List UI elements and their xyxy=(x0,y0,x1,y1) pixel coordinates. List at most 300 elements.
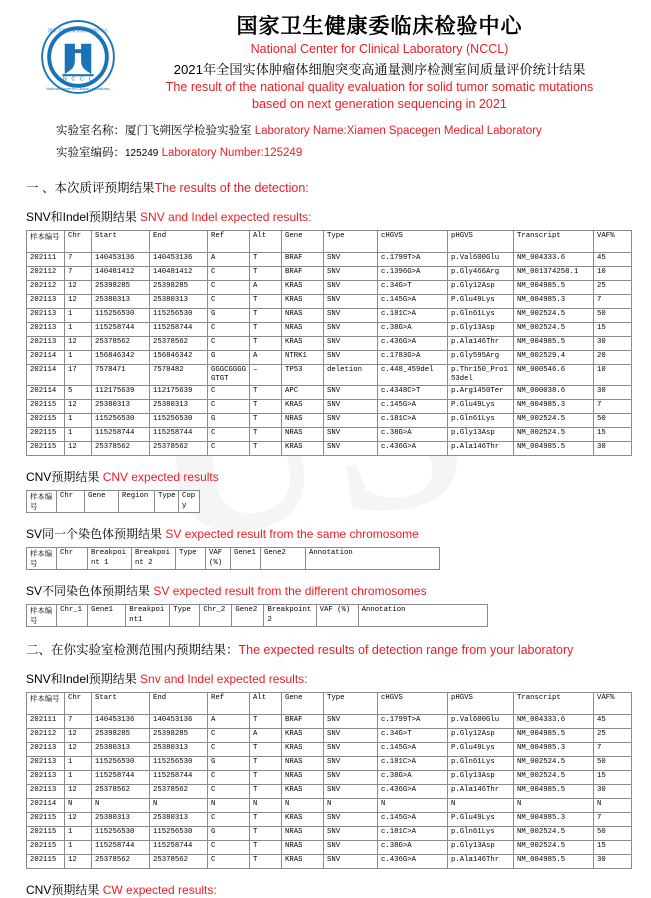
table-cell: NRAS xyxy=(282,308,324,322)
table-cell: 25378562 xyxy=(150,442,208,456)
table-cell: SNV xyxy=(324,322,378,336)
table-cell: G xyxy=(208,308,250,322)
table-cell: p.Gly466Arg xyxy=(448,266,514,280)
table-cell: 115258744 xyxy=(92,771,150,785)
table-cell: NRAS xyxy=(282,322,324,336)
column-header-4: Type xyxy=(155,491,179,513)
table-cell: SNV xyxy=(324,386,378,400)
section1-sv-same-heading-en: SV expected result from the same chromosome xyxy=(165,527,419,542)
table-cell: NM_002524.5 xyxy=(514,414,594,428)
table-cell: SNV xyxy=(324,336,378,350)
column-header-7: Type xyxy=(324,693,378,715)
table-cell: SNV xyxy=(324,827,378,841)
table-row xyxy=(27,757,632,771)
table-cell: SNV xyxy=(324,252,378,266)
table-cell: GGGCGGGGGTGT xyxy=(208,364,250,386)
table-cell: NM_004985.5 xyxy=(514,855,594,869)
table-cell: SNV xyxy=(324,308,378,322)
table-cell: p.Gln61Lys xyxy=(448,414,514,428)
column-header-8: cHGVS xyxy=(378,693,448,715)
table-cell: C xyxy=(208,400,250,414)
table-cell: p.Val600Glu xyxy=(448,252,514,266)
table-cell: N xyxy=(65,799,92,813)
table-cell: NM_004333.6 xyxy=(514,715,594,729)
column-header-6: Gene xyxy=(282,230,324,252)
table-cell: T xyxy=(250,771,282,785)
column-header-11: VAF% xyxy=(594,693,632,715)
table-cell: 25398285 xyxy=(92,729,150,743)
column-header-9: pHGVS xyxy=(448,230,514,252)
table-cell: 202114 xyxy=(27,364,65,386)
table-cell: 45 xyxy=(594,715,632,729)
table-cell: 202115 xyxy=(27,855,65,869)
section1-cnv-heading xyxy=(26,468,633,485)
table-cell: 30 xyxy=(594,336,632,350)
table-cell: 12 xyxy=(65,743,92,757)
table-row xyxy=(27,855,632,869)
table-cell: NM_000546.6 xyxy=(514,364,594,386)
table-cell: c.38G>A xyxy=(378,322,448,336)
table-cell: 50 xyxy=(594,827,632,841)
section2-snv-table xyxy=(26,692,632,869)
table-cell: 202113 xyxy=(27,757,65,771)
table-cell: c.436G>A xyxy=(378,785,448,799)
table-cell: C xyxy=(208,729,250,743)
lab-name-value-cn: 厦门飞朔医学检验实验室 xyxy=(125,125,252,138)
table-cell: 17 xyxy=(65,364,92,386)
table-cell: p.Gly595Arg xyxy=(448,350,514,364)
column-header-2: Gene1 xyxy=(88,605,126,627)
table-cell: NM_000038.6 xyxy=(514,386,594,400)
table-cell: BRAF xyxy=(282,715,324,729)
table-cell: deletion xyxy=(324,364,378,386)
table-cell: NRAS xyxy=(282,428,324,442)
column-header-2: Breakpoint 1 xyxy=(88,548,132,570)
table-cell: p.Ala146Thr xyxy=(448,785,514,799)
table-row xyxy=(27,266,632,280)
table-cell: 30 xyxy=(594,442,632,456)
column-header-4: Ref xyxy=(208,693,250,715)
table-cell: T xyxy=(250,428,282,442)
table-cell: c.38G>A xyxy=(378,841,448,855)
table-cell: 115256530 xyxy=(92,757,150,771)
table-cell: 20 xyxy=(594,350,632,364)
table-cell: 7578471 xyxy=(92,364,150,386)
section1-heading-cn: 一 、本次质评预期结果 xyxy=(26,180,155,195)
table-cell: 12 xyxy=(65,855,92,869)
table-cell: SNV xyxy=(324,442,378,456)
table-cell: 202115 xyxy=(27,414,65,428)
table-cell: SNV xyxy=(324,280,378,294)
column-header-2: Start xyxy=(92,230,150,252)
table-cell: c.4348C>T xyxy=(378,386,448,400)
column-header-4: Ref xyxy=(208,230,250,252)
table-cell: 1 xyxy=(65,322,92,336)
table-cell: 15 xyxy=(594,428,632,442)
table-cell: SNV xyxy=(324,350,378,364)
table-cell: 140481412 xyxy=(150,266,208,280)
nccl-emblem-icon xyxy=(39,18,117,96)
table-cell: 10 xyxy=(594,364,632,386)
lab-number-line xyxy=(56,143,633,165)
table-cell: SNV xyxy=(324,855,378,869)
table-header-row xyxy=(27,693,632,715)
table-cell: 1 xyxy=(65,350,92,364)
section2-heading xyxy=(26,640,633,658)
table-cell: 30 xyxy=(594,785,632,799)
column-header-6: Gene1 xyxy=(231,548,261,570)
table-cell: c.145G>A xyxy=(378,743,448,757)
table-cell: NM_002524.5 xyxy=(514,841,594,855)
table-row xyxy=(27,715,632,729)
table-cell: N xyxy=(448,799,514,813)
table-cell: T xyxy=(250,322,282,336)
table-cell: 202113 xyxy=(27,294,65,308)
table-cell: G xyxy=(208,414,250,428)
table-cell: NM_002524.5 xyxy=(514,757,594,771)
table-cell: SNV xyxy=(324,757,378,771)
table-cell: 115258744 xyxy=(150,428,208,442)
title-block xyxy=(130,14,633,112)
column-header-3: Breakpoint1 xyxy=(126,605,170,627)
table-cell: 25380313 xyxy=(150,294,208,308)
table-cell: T xyxy=(250,294,282,308)
table-cell: 1 xyxy=(65,841,92,855)
table-cell: KRAS xyxy=(282,785,324,799)
svg-text:N C C L: N C C L xyxy=(62,76,94,83)
section2-snv-heading-en: Snv and Indel expected results: xyxy=(140,672,308,687)
table-cell: 25398285 xyxy=(92,280,150,294)
table-cell: 115256530 xyxy=(150,414,208,428)
table-cell: 115258744 xyxy=(92,322,150,336)
table-cell: c.1396G>A xyxy=(378,266,448,280)
table-cell: p.Gln61Lys xyxy=(448,308,514,322)
table-row xyxy=(27,799,632,813)
column-header-3: End xyxy=(150,230,208,252)
table-cell: C xyxy=(208,743,250,757)
table-cell: NM_001374258.1 xyxy=(514,266,594,280)
table-cell: NM_004985.3 xyxy=(514,294,594,308)
table-cell: 25378562 xyxy=(92,442,150,456)
table-cell: T xyxy=(250,400,282,414)
table-cell: SNV xyxy=(324,841,378,855)
table-cell: 12 xyxy=(65,400,92,414)
table-cell: NRAS xyxy=(282,841,324,855)
table-cell: 115258744 xyxy=(150,322,208,336)
table-cell: p.Arg1450Ter xyxy=(448,386,514,400)
table-cell: c.34G>T xyxy=(378,280,448,294)
table-cell: 112175639 xyxy=(150,386,208,400)
table-cell: 202114 xyxy=(27,350,65,364)
table-cell: c.181C>A xyxy=(378,414,448,428)
table-cell: SNV xyxy=(324,400,378,414)
column-header-9: Annotation xyxy=(358,605,487,627)
table-cell: C xyxy=(208,336,250,350)
table-cell: c.181C>A xyxy=(378,827,448,841)
table-cell: T xyxy=(250,785,282,799)
table-cell: NM_002524.5 xyxy=(514,308,594,322)
column-header-5: Alt xyxy=(250,693,282,715)
table-header-row xyxy=(27,605,488,627)
table-row xyxy=(27,350,632,364)
table-cell: C xyxy=(208,428,250,442)
org-title-en: National Center for Clinical Laboratory (NCCL) xyxy=(250,42,509,57)
lab-number-label-cn: 实验室编码： xyxy=(56,146,125,159)
column-header-0: 样本编号 xyxy=(27,605,57,627)
section1-cnv-heading-en: CNV expected results xyxy=(102,470,219,485)
table-cell: 1 xyxy=(65,308,92,322)
table-cell: KRAS xyxy=(282,855,324,869)
svg-text:National Center for Clinical L: National Center for Clinical Laboratories xyxy=(46,86,110,91)
table-cell: p.Thr150_Pro153del xyxy=(448,364,514,386)
table-row xyxy=(27,336,632,350)
table-cell: C xyxy=(208,785,250,799)
table-cell: P.Glu49Lys xyxy=(448,294,514,308)
table-row xyxy=(27,280,632,294)
section1-sv-diff-heading-cn: SV不同染色体预期结果 xyxy=(26,584,151,599)
section2-heading-cn: 二、在你实验室检测范围内预期结果： xyxy=(26,643,239,658)
table-cell: A xyxy=(250,350,282,364)
column-header-7: Type xyxy=(324,230,378,252)
table-cell: 25398285 xyxy=(150,280,208,294)
table-cell: c.1799T>A xyxy=(378,252,448,266)
table-cell: 202115 xyxy=(27,813,65,827)
table-cell: 50 xyxy=(594,308,632,322)
table-cell: 45 xyxy=(594,252,632,266)
table-cell: KRAS xyxy=(282,280,324,294)
table-cell: NM_002524.5 xyxy=(514,827,594,841)
table-cell: p.Gly12Asp xyxy=(448,280,514,294)
table-cell: C xyxy=(208,813,250,827)
table-cell: NM_004985.3 xyxy=(514,743,594,757)
column-header-1: Chr_1 xyxy=(57,605,88,627)
table-cell: N xyxy=(324,799,378,813)
table-cell: 202114 xyxy=(27,799,65,813)
document-header xyxy=(26,14,633,112)
table-cell: NM_004985.5 xyxy=(514,785,594,799)
table-cell: NM_004985.5 xyxy=(514,280,594,294)
section1-snv-heading-cn: SNV和Indel预期结果 xyxy=(26,209,137,224)
table-cell: 1 xyxy=(65,757,92,771)
table-cell: 7 xyxy=(594,743,632,757)
table-cell: p.Ala146Thr xyxy=(448,442,514,456)
table-cell: N xyxy=(208,799,250,813)
table-cell: 12 xyxy=(65,729,92,743)
table-header-row xyxy=(27,491,200,513)
table-cell: NM_004333.6 xyxy=(514,252,594,266)
table-cell: C xyxy=(208,841,250,855)
table-row xyxy=(27,294,632,308)
table-cell: 140453136 xyxy=(150,715,208,729)
column-header-5: Chr_2 xyxy=(200,605,232,627)
table-cell: KRAS xyxy=(282,336,324,350)
table-cell: 25378562 xyxy=(92,785,150,799)
table-cell: c.145G>A xyxy=(378,400,448,414)
table-cell: 25380313 xyxy=(150,743,208,757)
table-cell: T xyxy=(250,827,282,841)
table-cell: 202113 xyxy=(27,336,65,350)
table-cell: 115258744 xyxy=(150,771,208,785)
table-cell: 12 xyxy=(65,442,92,456)
table-body xyxy=(27,715,632,869)
column-header-5: Alt xyxy=(250,230,282,252)
table-cell: p.Gln61Lys xyxy=(448,757,514,771)
section1-sv-diff-heading xyxy=(26,582,633,599)
table-cell: T xyxy=(250,757,282,771)
report-subtitle-cn: 2021年全国实体肿瘤体细胞突变高通量测序检测室间质量评价统计结果 xyxy=(173,61,586,77)
table-cell: T xyxy=(250,308,282,322)
table-cell: 202115 xyxy=(27,841,65,855)
table-cell: A xyxy=(208,715,250,729)
table-cell: NTRK1 xyxy=(282,350,324,364)
table-cell: T xyxy=(250,252,282,266)
table-cell: NM_002524.5 xyxy=(514,322,594,336)
table-row xyxy=(27,386,632,400)
table-cell: C xyxy=(208,771,250,785)
table-cell: 156846342 xyxy=(92,350,150,364)
table-cell: KRAS xyxy=(282,442,324,456)
table-cell: SNV xyxy=(324,428,378,442)
table-cell: KRAS xyxy=(282,729,324,743)
table-cell: 115256530 xyxy=(92,414,150,428)
table-cell: N xyxy=(378,799,448,813)
table-cell: G xyxy=(208,757,250,771)
table-cell: c.436G>A xyxy=(378,855,448,869)
table-cell: 156846342 xyxy=(150,350,208,364)
table-cell: p.Gly13Asp xyxy=(448,841,514,855)
column-header-7: Breakpoint2 xyxy=(264,605,316,627)
column-header-7: Gene2 xyxy=(261,548,306,570)
column-header-4: Type xyxy=(170,605,200,627)
org-title-cn: 国家卫生健康委临床检验中心 xyxy=(236,15,523,38)
table-cell: 30 xyxy=(594,386,632,400)
table-row xyxy=(27,743,632,757)
section2-cnv-heading xyxy=(26,881,633,898)
table-cell: 12 xyxy=(65,294,92,308)
table-cell: C xyxy=(208,386,250,400)
table-cell: NM_002524.5 xyxy=(514,428,594,442)
table-cell: 1 xyxy=(65,827,92,841)
table-cell: c.145G>A xyxy=(378,813,448,827)
table-cell: c.1783G>A xyxy=(378,350,448,364)
table-cell: BRAF xyxy=(282,252,324,266)
table-cell: 140453136 xyxy=(92,252,150,266)
column-header-3: Region xyxy=(119,491,155,513)
table-cell: 15 xyxy=(594,322,632,336)
table-cell: 5 xyxy=(65,386,92,400)
table-cell: 25380313 xyxy=(92,813,150,827)
table-cell: 115256530 xyxy=(150,757,208,771)
table-cell: 7 xyxy=(65,715,92,729)
table-cell: 1 xyxy=(65,414,92,428)
table-cell: T xyxy=(250,855,282,869)
table-cell: NRAS xyxy=(282,414,324,428)
table-cell: NRAS xyxy=(282,757,324,771)
lab-info-block xyxy=(26,121,633,165)
column-header-1: Chr xyxy=(57,548,88,570)
table-cell: 112175639 xyxy=(92,386,150,400)
table-cell: 25378562 xyxy=(92,336,150,350)
table-cell: 12 xyxy=(65,280,92,294)
table-cell: SNV xyxy=(324,729,378,743)
table-cell: 12 xyxy=(65,336,92,350)
table-cell: KRAS xyxy=(282,400,324,414)
section2-snv-heading xyxy=(26,670,633,687)
table-cell: 202115 xyxy=(27,400,65,414)
table-row xyxy=(27,322,632,336)
lab-number-value: 125249 xyxy=(125,147,159,159)
section2-heading-en: The expected results of detection range from your laboratory xyxy=(238,643,574,658)
table-cell: p.Gln61Lys xyxy=(448,827,514,841)
table-cell: SNV xyxy=(324,813,378,827)
table-cell: SNV xyxy=(324,294,378,308)
table-cell: 15 xyxy=(594,841,632,855)
table-row xyxy=(27,771,632,785)
table-cell: KRAS xyxy=(282,743,324,757)
table-cell: p.Gly13Asp xyxy=(448,322,514,336)
table-cell: 202113 xyxy=(27,785,65,799)
table-cell: SNV xyxy=(324,266,378,280)
table-cell: C xyxy=(208,294,250,308)
table-cell: 25398285 xyxy=(150,729,208,743)
table-header-row xyxy=(27,230,632,252)
column-header-6: Gene xyxy=(282,693,324,715)
table-cell: NM_002524.5 xyxy=(514,771,594,785)
table-cell: 1 xyxy=(65,428,92,442)
table-cell: N xyxy=(150,799,208,813)
table-cell: 1 xyxy=(65,771,92,785)
table-cell: p.Ala146Thr xyxy=(448,855,514,869)
section1-snv-heading-en: SNV and Indel expected results: xyxy=(140,209,312,224)
table-cell: C xyxy=(208,442,250,456)
table-cell: N xyxy=(92,799,150,813)
table-cell: P.Glu49Lys xyxy=(448,400,514,414)
column-header-3: Breakpoint 2 xyxy=(132,548,176,570)
column-header-10: Transcript xyxy=(514,230,594,252)
table-cell: C xyxy=(208,855,250,869)
table-cell: p.Val600Glu xyxy=(448,715,514,729)
table-cell: 115256530 xyxy=(150,308,208,322)
section1-heading xyxy=(26,178,633,196)
table-cell: 202112 xyxy=(27,280,65,294)
table-cell: 202113 xyxy=(27,771,65,785)
table-cell: P.Glu49Lys xyxy=(448,743,514,757)
table-cell: p.Gly12Asp xyxy=(448,729,514,743)
section1-snv-heading xyxy=(26,208,633,225)
table-cell: P.Glu49Lys xyxy=(448,813,514,827)
table-cell: NM_004985.3 xyxy=(514,400,594,414)
table-cell: 202114 xyxy=(27,386,65,400)
column-header-2: Start xyxy=(92,693,150,715)
table-cell: 202113 xyxy=(27,322,65,336)
table-cell: NM_004985.3 xyxy=(514,813,594,827)
table-cell: 202113 xyxy=(27,743,65,757)
table-cell: 7 xyxy=(65,266,92,280)
table-cell: 202111 xyxy=(27,252,65,266)
table-row xyxy=(27,729,632,743)
report-subtitle-en-line2: based on next generation sequencing in 2021 xyxy=(252,96,507,111)
table-cell: C xyxy=(208,322,250,336)
column-header-1: Chr xyxy=(65,230,92,252)
table-row xyxy=(27,428,632,442)
table-cell: 7 xyxy=(594,400,632,414)
logo-container xyxy=(26,14,130,96)
table-cell: c.34G>T xyxy=(378,729,448,743)
table-row xyxy=(27,785,632,799)
table-cell: N xyxy=(282,799,324,813)
section1-cnv-table xyxy=(26,490,200,513)
column-header-6: Gene2 xyxy=(232,605,264,627)
